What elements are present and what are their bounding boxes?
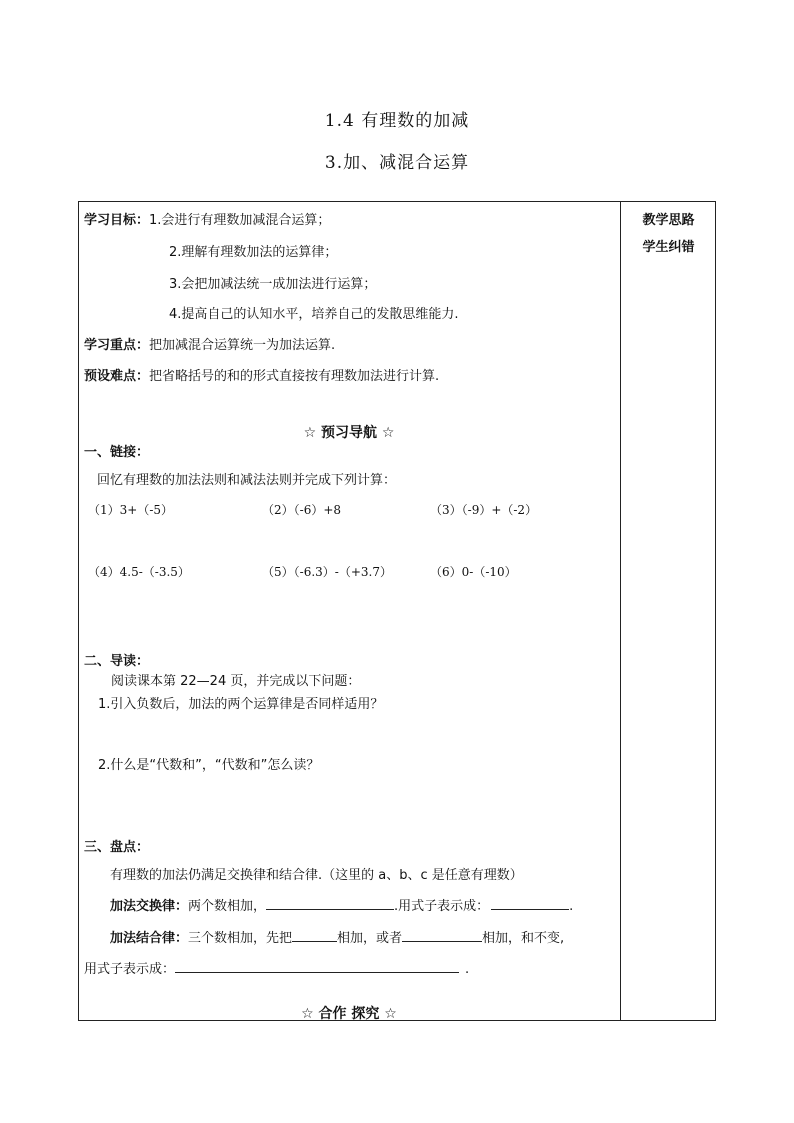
objective-2: 2.理解有理数加法的运算律； [169,245,338,260]
guide-intro: 阅读课本第 22—24 页，并完成以下问题： [111,674,361,689]
problem-3: （3）（-9）+（-2） [430,503,538,517]
link-intro: 回忆有理数的加法法则和减法法则并完成下列计算： [97,473,397,488]
problem-2: （2）（-6）+8 [262,503,342,517]
objective-1: 1.会进行有理数加减混合运算； [149,213,331,228]
cooperate-heading: ☆ 合作 探究 ☆ [301,1006,397,1022]
difficulty-row [84,365,439,384]
page-title: 1.4 有理数的加减 [324,111,470,131]
formula-end: . [465,962,470,977]
page-subtitle: 3.加、减混合运算 [324,153,470,173]
commutative-row [110,895,573,914]
objectives-label: 学习目标： [84,213,150,228]
formula-blank[interactable] [175,960,459,973]
key-point-text: 把加减混合运算统一为加法运算. [149,338,336,353]
problem-1: （1）3+（-5） [88,503,174,517]
side-label-teaching: 教学思路 [642,213,695,228]
commutative-mid: .用式子表示成： [394,899,490,914]
link-label: 一、链接： [84,445,150,460]
associative-text-3: 相加，和不变, [482,931,565,946]
commutative-blank[interactable] [266,897,394,910]
side-label-correction: 学生纠错 [642,240,695,255]
commutative-end: . [569,899,574,914]
key-point-row [84,334,335,353]
objective-4: 4.提高自己的认知水平，培养自己的发散思维能力. [169,307,459,322]
problem-4: （4）4.5-（-3.5） [88,565,190,579]
formula-label: 用式子表示成： [84,962,176,977]
problem-5: （5）（-6.3）-（+3.7） [262,565,392,579]
associative-row [110,927,564,946]
commutative-formula-blank[interactable] [491,897,569,910]
guide-label: 二、导读： [84,654,150,669]
commutative-label: 加法交换律： [110,899,189,914]
formula-row [84,958,469,977]
associative-text-2: 相加，或者 [337,931,403,946]
objectives-row [84,209,330,228]
difficulty-text: 把省略括号的和的形式直接按有理数加法进行计算. [149,369,440,384]
guide-question-2: 2.什么是“代数和”，“代数和”怎么读？ [98,758,320,773]
associative-blank-1[interactable] [292,929,337,942]
summary-label: 三、盘点： [84,840,150,855]
summary-text: 有理数的加法仍满足交换律和结合律.（这里的 a、b、c 是任意有理数） [110,868,523,883]
guide-question-1: 1.引入负数后，加法的两个运算律是否同样适用？ [98,697,384,712]
key-point-label: 学习重点： [84,338,150,353]
associative-text-1: 三个数相加，先把 [188,931,293,946]
objective-3: 3.会把加减法统一成加法进行运算； [169,277,377,292]
commutative-text: 两个数相加， [188,899,267,914]
column-divider [620,201,621,1021]
problem-6: （6）0-（-10） [430,565,517,579]
difficulty-label: 预设难点： [84,369,150,384]
associative-blank-2[interactable] [402,929,482,942]
associative-label: 加法结合律： [110,931,189,946]
preview-heading: ☆ 预习导航 ☆ [303,425,395,441]
